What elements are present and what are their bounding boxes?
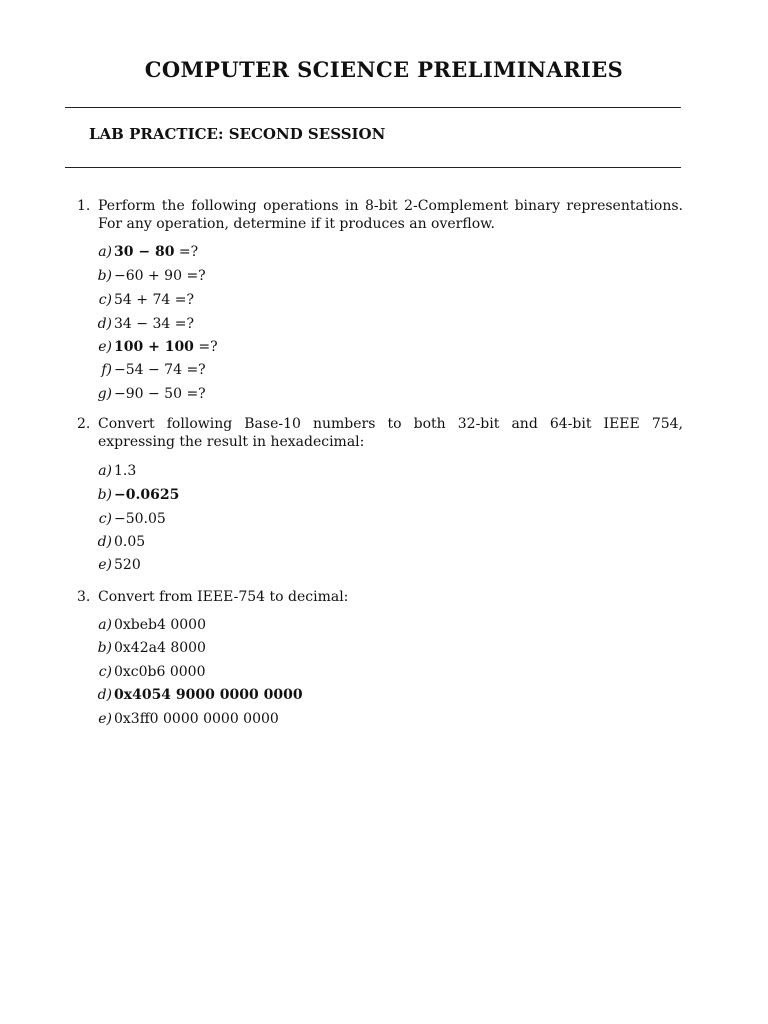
item-expression: 1.3 [114,463,137,479]
item-expression: 520 [114,557,141,573]
item-label: f) [101,362,112,378]
item-label: c) [98,292,112,308]
item-label: d) [97,534,112,550]
item-label: e) [98,711,112,727]
problem-number: 3. [77,589,91,605]
item-expression: 0.05 [114,534,146,550]
problem-3 [77,588,683,606]
problem-2 [77,415,683,451]
top-rule [65,107,681,108]
item-label: e) [98,557,112,573]
item-label: a) [98,244,112,260]
item-suffix: =? [174,244,199,260]
problem-number: 2. [77,416,91,432]
item-label: e) [98,339,112,355]
item-label: d) [97,316,112,332]
item-expression: 0xbeb4 0000 [114,617,206,633]
item-expression: 0x3ff0 0000 0000 0000 [114,711,279,727]
problem-1 [77,197,683,233]
item-label: b) [97,640,112,656]
item-label: b) [97,268,112,284]
item-expression: −60 + 90 =? [114,268,206,284]
item-label: d) [97,687,112,703]
item-expression: −54 − 74 =? [114,362,206,378]
item-label: b) [97,487,112,503]
document-subtitle: LAB PRACTICE: SECOND SESSION [89,125,386,143]
document-title: COMPUTER SCIENCE PRELIMINARIES [144,57,624,82]
problem-statement: Convert from IEEE-754 to decimal: [98,589,349,605]
item-label: g) [97,386,112,402]
item-expression: 54 + 74 =? [114,292,194,308]
item-expression: 100 + 100 [114,339,194,355]
item-expression: 0x42a4 8000 [114,640,206,656]
item-expression: 0x4054 9000 0000 0000 [114,687,303,703]
item-expression: 34 − 34 =? [114,316,194,332]
item-expression: −0.0625 [114,487,180,503]
item-suffix: =? [193,339,218,355]
item-label: c) [98,664,112,680]
problem-statement: Perform the following operations in 8-bit 2-Complement binary representations. For any operation, determine if it produces an overflow. [98,198,683,232]
item-label: a) [98,617,112,633]
item-expression: 0xc0b6 0000 [114,664,206,680]
problem-number: 1. [77,198,91,214]
item-expression: −50.05 [114,511,166,527]
bottom-rule [65,167,681,168]
item-label: a) [98,463,112,479]
item-expression: −90 − 50 =? [114,386,206,402]
item-label: c) [98,511,112,527]
item-expression: 30 − 80 [114,244,175,260]
problem-statement: Convert following Base-10 numbers to both 32-bit and 64-bit IEEE 754, expressing the result in hexadecimal: [98,416,683,450]
